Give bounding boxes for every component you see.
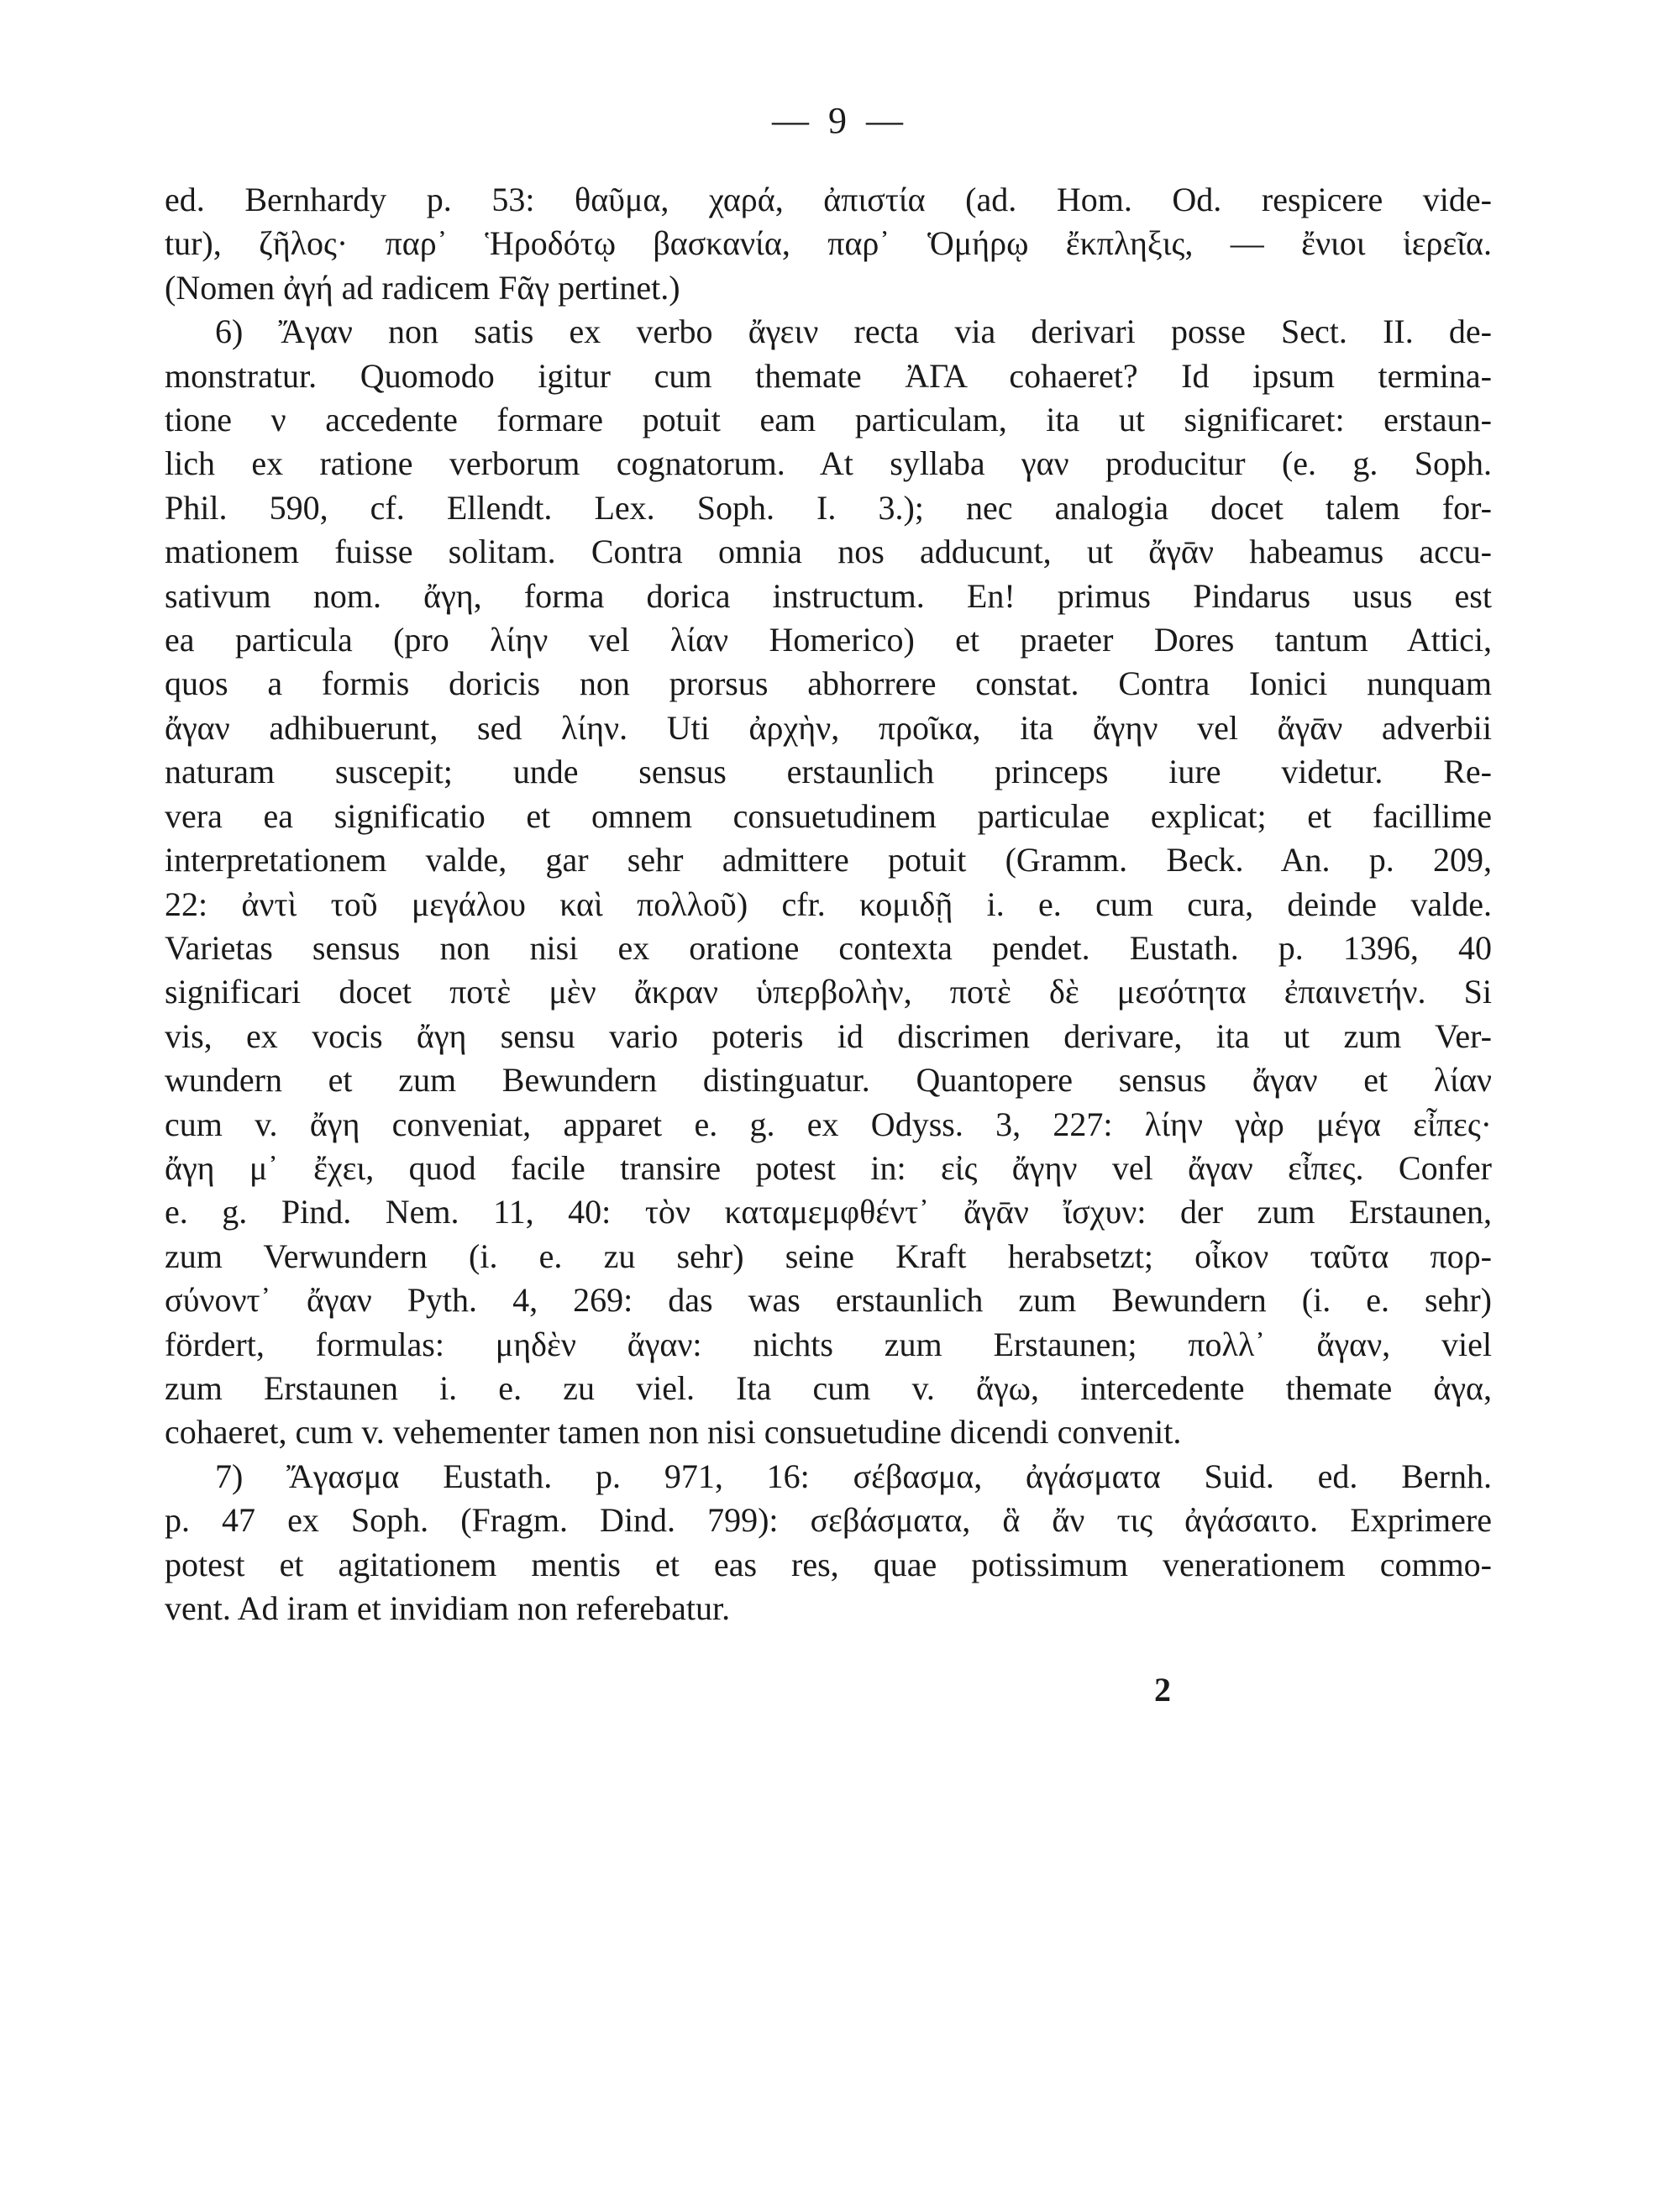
text-line: cohaeret, cum v. vehementer tamen non nisi consuetudine dicendi convenit. (165, 1413, 1182, 1452)
text-line: e. g. Pind. Nem. 11, 40: τὸν καταμεμφθέντ᾽ ἄγᾱν ἴσχυν: der zum Erstaunen, (165, 1193, 1492, 1231)
text-line: mationem fuisse solitam. Contra omnia nos adducunt, ut ἄγᾱν habeamus accu- (165, 533, 1492, 571)
body-text (165, 178, 1492, 1630)
text-line: p. 47 ex Soph. (Fragm. Dind. 799): σεβάσματα, ἃ ἄν τις ἀγάσαιτο. Exprimere (165, 1501, 1492, 1540)
text-line: vera ea significatio et omnem consuetudinem particulae explicat; et facillime (165, 796, 1492, 835)
text-line: tione ν accedente formare potuit eam particulam, ita ut significaret: erstaun- (165, 401, 1492, 439)
text-line: significari docet ποτὲ μὲν ἄκραν ὑπερβολὴν, ποτὲ δὲ μεσότητα ἐπαινετήν. Si (165, 973, 1492, 1011)
text-line: ἄγαν adhibuerunt, sed λίην. Uti ἀρχὴν, προῖκα, ita ἄγην vel ἄγᾱν adverbii (165, 708, 1492, 747)
text-line: vis, ex vocis ἄγη sensu vario poteris id discrimen derivare, ita ut zum Ver- (165, 1016, 1492, 1055)
text-line: 22: ἀντὶ τοῦ μεγάλου καὶ πολλοῦ) cfr. κομιδῇ i. e. cum cura, deinde valde. (165, 885, 1492, 923)
text-line: potest et agitationem mentis et eas res, quae potissimum venerationem commo- (165, 1545, 1492, 1583)
text-line: quos a formis doricis non prorsus abhorrere constat. Contra Ionici nunquam (165, 664, 1492, 703)
text-line: fördert, formulas: μηδὲν ἄγαν: nichts zum Erstaunen; πολλ᾽ ἄγαν, viel (165, 1325, 1492, 1363)
text-line: 6) Ἄγαν non satis ex verbo ἄγειν recta via derivari posse Sect. II. de- (215, 312, 1492, 351)
text-line: (Nomen ἀγή ad radicem Fᾶγ pertinet.) (165, 268, 680, 307)
text-line: lich ex ratione verborum cognatorum. At syllaba γαν producitur (e. g. Soph. (165, 444, 1492, 483)
text-line: zum Verwundern (i. e. zu sehr) seine Kraft herabsetzt; οἶκον ταῦτα πορ- (165, 1236, 1492, 1275)
text-line: sativum nom. ἄγη, forma dorica instructum. En! primus Pindarus usus est (165, 576, 1492, 615)
text-line: vent. Ad iram et invidiam non referebatur. (165, 1589, 731, 1627)
text-line: zum Erstaunen i. e. zu viel. Ita cum v. ἄγω, intercedente themate ἀγα, (165, 1368, 1492, 1407)
text-line: naturam suscepit; unde sensus erstaunlich princeps iure videtur. Re- (165, 753, 1492, 791)
text-line: Varietas sensus non nisi ex oratione contexta pendet. Eustath. p. 1396, 40 (165, 928, 1492, 967)
signature-mark: 2 (1154, 1671, 1171, 1709)
text-line: tur), ζῆλος· παρ᾽ Ἡροδότῳ βασκανία, παρ᾽ Ὁμήρῳ ἔκπληξις, — ἔνιοι ἱερεῖα. (165, 224, 1492, 263)
text-line: Phil. 590, cf. Ellendt. Lex. Soph. I. 3.); nec analogia docet talem for- (165, 488, 1492, 527)
text-line: σύνοντ᾽ ἄγαν Pyth. 4, 269: das was erstaunlich zum Bewundern (i. e. sehr) (165, 1281, 1492, 1320)
text-line: cum v. ἄγη conveniat, apparet e. g. ex Odyss. 3, 227: λίην γὰρ μέγα εἶπες· (165, 1105, 1492, 1143)
text-line: interpretationem valde, gar sehr admittere potuit (Gramm. Beck. An. p. 209, (165, 841, 1492, 879)
text-line: 7) Ἄγασμα Eustath. p. 971, 16: σέβασμα, ἀγάσματα Suid. ed. Bernh. (215, 1457, 1492, 1495)
text-line: ed. Bernhardy p. 53: θαῦμα, χαρά, ἀπιστία (ad. Hom. Od. respicere vide- (165, 181, 1492, 218)
text-line: wundern et zum Bewundern distinguatur. Quantopere sensus ἄγαν et λίαν (165, 1061, 1492, 1100)
page-number: — 9 — (772, 100, 908, 141)
text-line: monstratur. Quomodo igitur cum themate ἈΓΑ cohaeret? Id ipsum termina- (165, 356, 1492, 395)
text-line: ea particula (pro λίην vel λίαν Homerico) et praeter Dores tantum Attici, (165, 621, 1492, 659)
text-line: ἄγη μ᾽ ἔχει, quod facile transire potest in: εἰς ἄγην vel ἄγαν εἶπες. Confer (165, 1148, 1492, 1187)
